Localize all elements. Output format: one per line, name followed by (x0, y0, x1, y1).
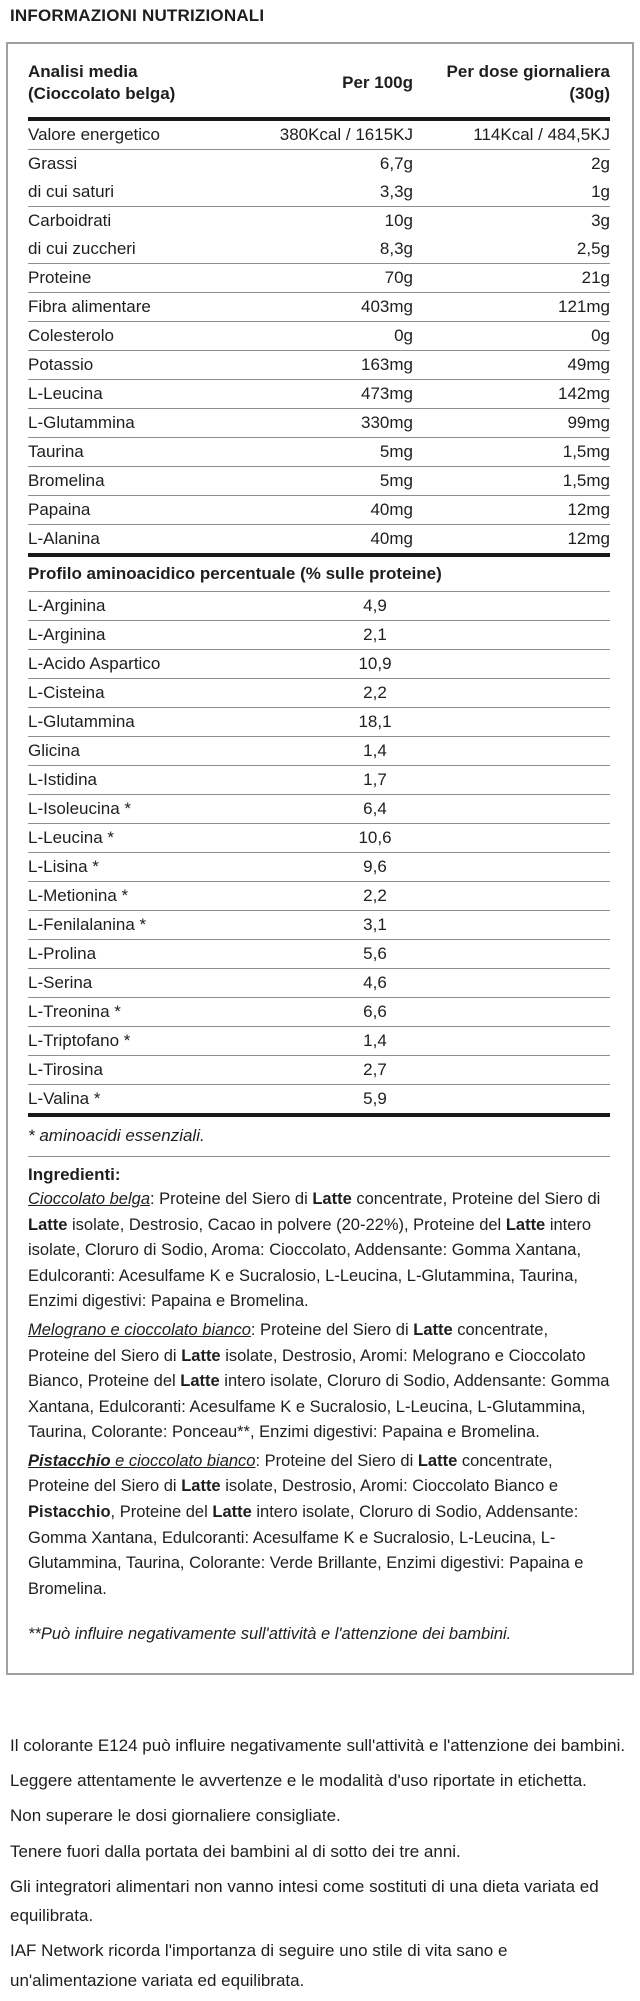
table-row (28, 438, 610, 466)
table-row (28, 525, 610, 553)
amino-value: 2,7 (363, 1060, 387, 1080)
ingredient-text: isolate, Destrosio, Aromi: Melograno e Cioccolato Bianco, Proteine del (28, 1346, 586, 1391)
nutrient-label: di cui zuccheri (28, 239, 136, 259)
per-dose-value: 21g (581, 268, 610, 288)
warning-paragraph: Leggere attentamente le avvertenze e le modalità d'uso riportate in etichetta. (10, 1771, 587, 1791)
per-100g-value: 330mg (361, 413, 413, 433)
nutrition-rows (28, 121, 610, 553)
allergen-emphasis: Latte (180, 1372, 220, 1391)
ingredient-text: intero isolate, Cloruro di Sodio, Aroma: Cioccolato, Addensante: Gomma Xantana, Edulcoranti: Acesulfame K e Sucralosio, L-Leucina, L-Glutammina, Taurina, Enzimi digestivi: Papaina e Bromelina. (28, 1215, 592, 1311)
nutrient-label: Valore energetico (28, 125, 160, 145)
essential-amino-footnote: * aminoacidi essenziali. (28, 1117, 610, 1157)
nutrient-label: Proteine (28, 268, 92, 288)
warning-paragraph: Il colorante E124 può influire negativamente sull'attività e l'attenzione dei bambini. (10, 1735, 626, 1755)
table-row-group (28, 207, 610, 264)
variety-name: Pistacchio (28, 1451, 111, 1470)
per-100g-value: 5mg (379, 471, 413, 491)
per-100g-value: 6,7g (379, 154, 413, 174)
per-100g-value: 403mg (361, 297, 413, 317)
table-row-group (28, 380, 610, 409)
header-analysis-line1: Analisi media (28, 62, 138, 81)
amino-value: 3,1 (363, 915, 387, 935)
amino-label: L-Cisteina (28, 683, 105, 703)
amino-profile-heading: Profilo aminoacidico percentuale (% sulle proteine) (28, 557, 610, 592)
amino-row (28, 650, 610, 679)
table-row-group (28, 438, 610, 467)
nutrient-label: Fibra alimentare (28, 297, 151, 317)
amino-value: 9,6 (363, 857, 387, 877)
nutrient-label: Taurina (28, 442, 84, 462)
table-row (28, 293, 610, 321)
per-dose-value: 12mg (567, 529, 610, 549)
nutrient-label: Potassio (28, 355, 94, 375)
per-dose-value: 12mg (567, 500, 610, 520)
amino-row (28, 679, 610, 708)
table-row-group (28, 322, 610, 351)
variety-name: e cioccolato bianco (110, 1451, 256, 1470)
table-row (28, 178, 610, 206)
amino-value: 4,6 (363, 973, 387, 993)
ingredients-section (28, 1157, 610, 1647)
amino-value: 2,2 (363, 683, 387, 703)
amino-row (28, 824, 610, 853)
amino-profile-rows (28, 592, 610, 1113)
amino-row (28, 621, 610, 650)
table-row-group (28, 264, 610, 293)
header-per-dose (413, 61, 610, 105)
per-100g-value: 70g (384, 268, 413, 288)
nutrient-label: di cui saturi (28, 182, 114, 202)
warnings-section (10, 1731, 628, 1995)
table-row (28, 150, 610, 178)
table-row-group (28, 351, 610, 380)
table-row-group (28, 467, 610, 496)
amino-label: L-Serina (28, 973, 93, 993)
amino-value: 5,6 (363, 944, 387, 964)
ingredients-paragraphs (28, 1187, 610, 1602)
table-row (28, 409, 610, 437)
amino-row (28, 1056, 610, 1085)
amino-label: L-Arginina (28, 596, 106, 616)
nutrient-label: L-Leucina (28, 384, 103, 404)
amino-label: L-Fenilalanina * (28, 915, 147, 935)
nutrition-facts-box (6, 42, 634, 1675)
amino-value: 6,4 (363, 799, 387, 819)
per-dose-value: 0g (591, 326, 610, 346)
amino-row (28, 766, 610, 795)
table-row (28, 322, 610, 350)
allergen-emphasis: Latte (181, 1477, 221, 1496)
amino-label: L-Acido Aspartico (28, 654, 161, 674)
allergen-emphasis: Latte (312, 1190, 352, 1209)
per-100g-value: 3,3g (379, 182, 413, 202)
amino-value: 6,6 (363, 1002, 387, 1022)
allergen-emphasis: Pistacchio (28, 1502, 111, 1521)
amino-label: L-Treonina * (28, 1002, 121, 1022)
header-per-dose-line1: Per dose giornaliera (446, 62, 610, 81)
table-row (28, 207, 610, 235)
per-100g-value: 0g (394, 326, 413, 346)
table-row-group (28, 293, 610, 322)
per-100g-value: 8,3g (379, 239, 413, 259)
per-dose-value: 99mg (567, 413, 610, 433)
amino-label: L-Isoleucina * (28, 799, 132, 819)
amino-row (28, 1085, 610, 1113)
ingredient-text: : Proteine del Siero di (250, 1321, 414, 1339)
ingredient-text: concentrate, Proteine del Siero di (28, 1451, 553, 1496)
amino-label: L-Glutammina (28, 712, 135, 732)
table-header (28, 44, 610, 117)
ingredient-text: : Proteine del Siero di (150, 1190, 313, 1209)
table-row (28, 121, 610, 149)
ingredient-text: concentrate, Proteine del Siero di (28, 1321, 549, 1365)
amino-row (28, 1027, 610, 1056)
per-dose-value: 2,5g (576, 239, 610, 259)
ingredient-text: concentrate, Proteine del Siero di (351, 1190, 601, 1209)
amino-label: L-Lisina * (28, 857, 99, 877)
amino-label: L-Leucina * (28, 828, 115, 848)
amino-label: L-Tirosina (28, 1060, 103, 1080)
amino-value: 1,7 (363, 770, 387, 790)
amino-label: L-Istidina (28, 770, 97, 790)
amino-row (28, 592, 610, 621)
table-row (28, 264, 610, 292)
amino-label: L-Triptofano * (28, 1031, 131, 1051)
nutrient-label: Bromelina (28, 471, 105, 491)
ingredient-text: isolate, Destrosio, Aromi: Cioccolato Bianco e (220, 1477, 559, 1496)
per-100g-value: 40mg (370, 529, 413, 549)
table-row (28, 467, 610, 495)
amino-row (28, 940, 610, 969)
table-row-group (28, 150, 610, 207)
per-100g-value: 40mg (370, 500, 413, 520)
amino-row (28, 795, 610, 824)
amino-label: Glicina (28, 741, 80, 761)
amino-value: 4,9 (363, 596, 387, 616)
amino-row (28, 737, 610, 766)
per-100g-value: 380Kcal / 1615KJ (279, 125, 413, 145)
per-dose-value: 1g (591, 182, 610, 202)
nutrient-label: L-Alanina (28, 529, 100, 549)
amino-label: L-Arginina (28, 625, 106, 645)
amino-label: L-Prolina (28, 944, 97, 964)
allergen-emphasis: Latte (413, 1321, 453, 1339)
ingredient-text: isolate, Destrosio, Cacao in polvere (20-22%), Proteine del (67, 1215, 506, 1234)
per-dose-value: 1,5mg (562, 442, 610, 462)
warning-paragraph: Gli integratori alimentari non vanno intesi come sostituti di una dieta variata ed equilibrata. (10, 1876, 599, 1926)
per-dose-value: 2g (591, 154, 610, 174)
table-row-group (28, 525, 610, 553)
amino-row (28, 708, 610, 737)
amino-row (28, 911, 610, 940)
ingredient-text: : Proteine del Siero di (255, 1451, 418, 1470)
nutrient-label: Colesterolo (28, 326, 114, 346)
allergen-emphasis: Latte (181, 1346, 221, 1365)
table-row-group (28, 409, 610, 438)
nutrient-label: Grassi (28, 154, 78, 174)
amino-value: 1,4 (363, 1031, 387, 1051)
per-dose-value: 121mg (558, 297, 610, 317)
ingredients-paragraph (28, 1449, 610, 1602)
per-dose-value: 142mg (558, 384, 610, 404)
ingredients-paragraph (28, 1318, 610, 1446)
amino-row (28, 969, 610, 998)
amino-row (28, 998, 610, 1027)
warning-paragraph: Non superare le dosi giornaliere consigliate. (10, 1806, 341, 1826)
variety-name: Melograno e cioccolato bianco (28, 1321, 251, 1339)
allergen-emphasis: Latte (212, 1502, 252, 1521)
amino-value: 5,9 (363, 1089, 387, 1109)
nutrient-label: Papaina (28, 500, 91, 520)
allergen-emphasis: Latte (28, 1215, 68, 1234)
warning-paragraph: Tenere fuori dalla portata dei bambini al di sotto dei tre anni. (10, 1841, 461, 1861)
page-title: INFORMAZIONI NUTRIZIONALI (10, 6, 265, 25)
amino-value: 2,2 (363, 886, 387, 906)
per-dose-value: 3g (591, 211, 610, 231)
table-row-group (28, 496, 610, 525)
table-row (28, 496, 610, 524)
header-analysis (28, 61, 253, 105)
ingredient-text: , Proteine del (110, 1502, 213, 1521)
amino-value: 10,6 (358, 828, 392, 848)
table-row-group (28, 121, 610, 150)
warning-paragraph: IAF Network ricorda l'importanza di seguire uno stile di vita sano e un'alimentazione variata ed equilibrata. (10, 1941, 508, 1990)
ingredient-text: intero isolate, Cloruro di Sodio, Addensante: Gomma Xantana, Edulcoranti: Acesulfame K e Sucralosio, L-Leucina, L-Glutammina, Taurina, Colorante: Ponceau**, Enzimi digestivi: Papaina e Bromelina. (28, 1372, 610, 1442)
amino-row (28, 882, 610, 911)
nutrient-label: Carboidrati (28, 211, 112, 231)
amino-value: 1,4 (363, 741, 387, 761)
table-row (28, 351, 610, 379)
ingredient-text: intero isolate, Cloruro di Sodio, Addensante: Gomma Xantana, Edulcoranti: Acesulfame K e Sucralosio, L-Leucina, L-Glutammina, Taurina, Colorante: Verde Brillante, Enzimi digestivi: Papaina e Bromelina. (28, 1502, 584, 1598)
amino-value: 10,9 (358, 654, 392, 674)
variety-name: Cioccolato belga (28, 1190, 150, 1209)
amino-value: 2,1 (363, 625, 387, 645)
allergen-emphasis: Latte (505, 1215, 546, 1234)
per-100g-value: 5mg (379, 442, 413, 462)
ingredients-paragraph (28, 1187, 610, 1315)
header-per-dose-line2: (30g) (569, 84, 610, 104)
per-100g-value: 163mg (361, 355, 413, 375)
header-analysis-line2: (Cioccolato belga) (28, 84, 176, 104)
ingredients-heading: Ingredienti: (28, 1165, 121, 1185)
allergen-emphasis: Latte (417, 1451, 458, 1470)
per-dose-value: 49mg (567, 355, 610, 375)
amino-label: L-Valina * (28, 1089, 101, 1109)
table-row (28, 235, 610, 263)
amino-row (28, 853, 610, 882)
nutrient-label: L-Glutammina (28, 413, 135, 433)
amino-value: 18,1 (358, 712, 392, 732)
per-100g-value: 10g (384, 211, 413, 231)
per-100g-value: 473mg (361, 384, 413, 404)
amino-label: L-Metionina * (28, 886, 129, 906)
per-dose-value: 1,5mg (562, 471, 610, 491)
table-row (28, 380, 610, 408)
header-per-100g: Per 100g (342, 73, 413, 93)
per-dose-value: 114Kcal / 484,5KJ (473, 125, 610, 145)
colorant-note: **Può influire negativamente sull'attività e l'attenzione dei bambini. (28, 1625, 512, 1644)
